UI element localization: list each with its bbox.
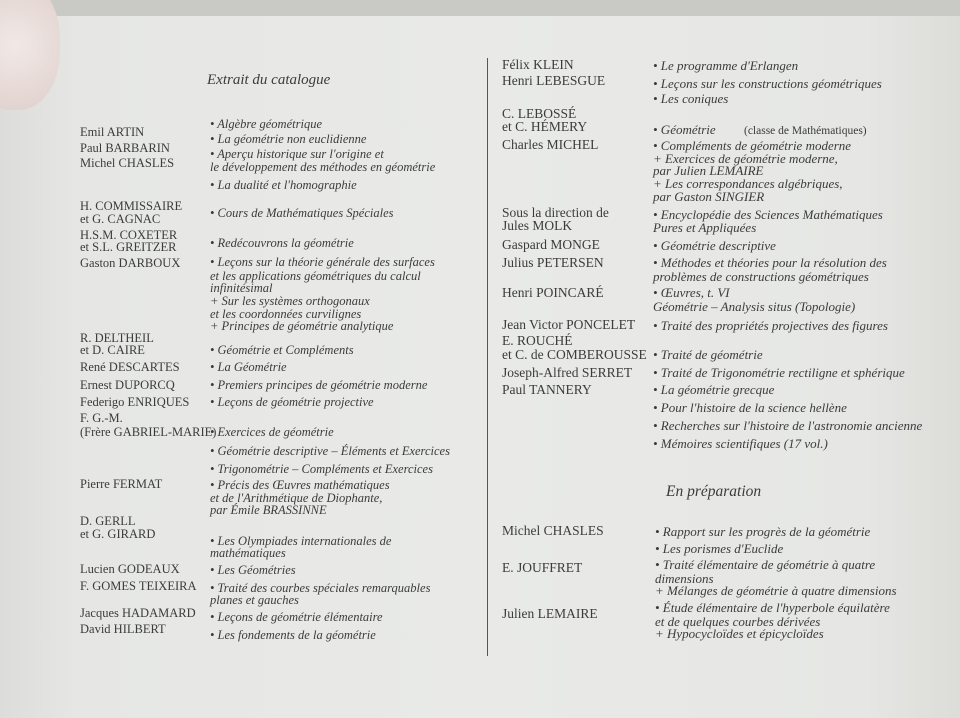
book-title-line: • Pour l'histoire de la science hellène <box>653 400 847 415</box>
author-name: Gaston DARBOUX <box>80 256 181 270</box>
author-name: E. JOUFFRET <box>502 560 583 575</box>
book-title-line: • La géométrie grecque <box>653 382 775 397</box>
book-title-line: et les applications géométriques du calcul <box>210 269 421 283</box>
book-title-line: • Leçons de géométrie projective <box>210 395 374 409</box>
book-title-line: • Traité des courbes spéciales remarquables <box>210 581 431 595</box>
author-name: Michel CHASLES <box>80 156 175 170</box>
author-name: Jean Victor PONCELET <box>502 317 636 332</box>
author-name: Federigo ENRIQUES <box>80 395 190 409</box>
book-title-line: par Gaston SINGIER <box>653 189 765 204</box>
author-name: R. DELTHEIL <box>80 331 154 345</box>
author-name: H. COMMISSAIRE <box>80 199 183 213</box>
author-name: Michel CHASLES <box>502 523 604 538</box>
book-title-line: Pures et Appliquées <box>653 220 757 235</box>
author-name: et S.L. GREITZER <box>80 240 177 254</box>
book-title-line: infinitésimal <box>210 281 273 295</box>
book-title-line: • Géométrie descriptive – Éléments et Exercices <box>210 444 450 458</box>
author-name: E. ROUCHÉ <box>502 333 573 348</box>
book-title-line: • Méthodes et théories pour la résolution des <box>653 255 887 270</box>
book-title-line: • La géométrie non euclidienne <box>210 132 367 146</box>
book-title-line: • Les coniques <box>653 91 729 106</box>
book-title-line: + Mélanges de géométrie à quatre dimensions <box>655 583 897 598</box>
author-name: Henri POINCARÉ <box>502 285 604 300</box>
book-title-line: • Le programme d'Erlangen <box>653 58 799 73</box>
book-title-line: • Étude élémentaire de l'hyperbole équilatère <box>655 600 890 615</box>
book-title-line: + Sur les systèmes orthogonaux <box>210 294 370 308</box>
author-name: et C. de COMBEROUSSE <box>502 347 647 362</box>
author-name: D. GERLL <box>80 514 136 528</box>
book-title-line: • Premiers principes de géométrie moderne <box>210 378 428 392</box>
author-name: F. G.-M. <box>80 411 123 425</box>
author-name: Sous la direction de <box>502 205 609 220</box>
book-title-line: • Géométrie <box>653 122 716 137</box>
author-name: et C. HÉMERY <box>502 119 588 134</box>
author-name: Henri LEBESGUE <box>502 73 606 88</box>
book-title-line: • Leçons sur la théorie générale des surfaces <box>210 255 435 269</box>
book-title-line: • Traité élémentaire de géométrie à quatre <box>655 557 876 572</box>
book-title-line: • Compléments de géométrie moderne <box>653 138 852 153</box>
book-title-line: et de quelques courbes dérivées <box>655 614 821 629</box>
book-title-line: • Aperçu historique sur l'origine et <box>210 147 384 161</box>
author-name: et G. CAGNAC <box>80 212 161 226</box>
book-title-line: • Mémoires scientifiques (17 vol.) <box>653 436 828 451</box>
book-title-line: et de l'Arithmétique de Diophante, <box>210 491 383 505</box>
book-title-note: (classe de Mathématiques) <box>744 125 867 137</box>
author-name: Charles MICHEL <box>502 137 599 152</box>
book-title-line: • Traité des propriétés projectives des figures <box>653 318 888 333</box>
book-title-line: • Les porismes d'Euclide <box>655 541 784 556</box>
book-title-line: par Émile BRASSINNE <box>210 503 327 517</box>
book-title-line: • Encyclopédie des Sciences Mathématiques <box>653 207 883 222</box>
book-title-line: • Les Géométries <box>210 563 296 577</box>
book-title-line: • Traité de Trigonométrie rectiligne et sphérique <box>653 365 905 380</box>
author-name: Paul TANNERY <box>502 382 592 397</box>
author-name: René DESCARTES <box>80 360 180 374</box>
author-name: Joseph-Alfred SERRET <box>502 365 633 380</box>
author-name: Julius PETERSEN <box>502 255 604 270</box>
book-title-line: et les coordonnées curvilignes <box>210 307 362 321</box>
author-name: H.S.M. COXETER <box>80 228 178 242</box>
author-name: Lucien GODEAUX <box>80 562 180 576</box>
book-title-line: dimensions <box>655 571 714 586</box>
author-name: Julien LEMAIRE <box>502 606 598 621</box>
book-title-line: + Exercices de géométrie moderne, <box>653 151 838 166</box>
book-title-line: • Exercices de géométrie <box>210 425 334 439</box>
book-title-line: Géométrie – Analysis situs (Topologie) <box>653 299 856 314</box>
book-title-line: mathématiques <box>210 546 286 560</box>
book-title-line: problèmes de constructions géométriques <box>653 269 869 284</box>
book-title-line: • Les Olympiades internationales de <box>210 534 392 548</box>
page-top-edge <box>0 0 960 16</box>
book-title-line: • La Géométrie <box>210 360 287 374</box>
author-name: et D. CAIRE <box>80 343 145 357</box>
author-name: Jules MOLK <box>502 218 573 233</box>
book-title-line: • Cours de Mathématiques Spéciales <box>210 206 394 220</box>
book-title-line: • Traité de géométrie <box>653 347 763 362</box>
book-title-line: • Les fondements de la géométrie <box>210 628 376 642</box>
catalogue-heading: Extrait du catalogue <box>207 72 331 88</box>
book-title-line: • La dualité et l'homographie <box>210 178 357 192</box>
author-name: Jacques HADAMARD <box>80 606 196 620</box>
author-name: et G. GIRARD <box>80 527 156 541</box>
column-divider <box>487 58 488 656</box>
author-name: Gaspard MONGE <box>502 237 600 252</box>
author-name: David HILBERT <box>80 622 166 636</box>
book-title-line: • Œuvres, t. VI <box>653 285 730 300</box>
author-name: Ernest DUPORCQ <box>80 378 175 392</box>
author-name: Félix KLEIN <box>502 57 574 72</box>
book-title-line: • Précis des Œuvres mathématiques <box>210 478 390 492</box>
book-title-line: • Géométrie descriptive <box>653 238 776 253</box>
background-object <box>0 0 60 110</box>
author-name: Emil ARTIN <box>80 125 145 139</box>
book-title-line: + Principes de géométrie analytique <box>210 319 394 333</box>
book-title-line: • Redécouvrons la géométrie <box>210 236 354 250</box>
author-name: C. LEBOSSÉ <box>502 106 577 121</box>
author-name: (Frère GABRIEL-MARIE) <box>80 425 217 439</box>
in-preparation-heading: En préparation <box>666 483 762 500</box>
book-title-line: • Trigonométrie – Compléments et Exercices <box>210 462 433 476</box>
author-name: F. GOMES TEIXEIRA <box>80 579 197 593</box>
book-title-line: • Algèbre géométrique <box>210 117 322 131</box>
book-title-line: • Rapport sur les progrès de la géométrie <box>655 524 871 539</box>
book-title-line: + Les correspondances algébriques, <box>653 176 843 191</box>
book-title-line: le développement des méthodes en géométrie <box>210 160 436 174</box>
book-title-line: + Hypocycloïdes et épicycloïdes <box>655 626 824 641</box>
book-title-line: planes et gauches <box>210 593 299 607</box>
book-title-line: • Leçons de géométrie élémentaire <box>210 610 383 624</box>
author-name: Pierre FERMAT <box>80 477 163 491</box>
author-name: Paul BARBARIN <box>80 141 170 155</box>
book-title-line: par Julien LEMAIRE <box>653 163 764 178</box>
book-title-line: • Géométrie et Compléments <box>210 343 354 357</box>
book-title-line: • Leçons sur les constructions géométriques <box>653 76 882 91</box>
book-title-line: • Recherches sur l'histoire de l'astronomie ancienne <box>653 418 923 433</box>
